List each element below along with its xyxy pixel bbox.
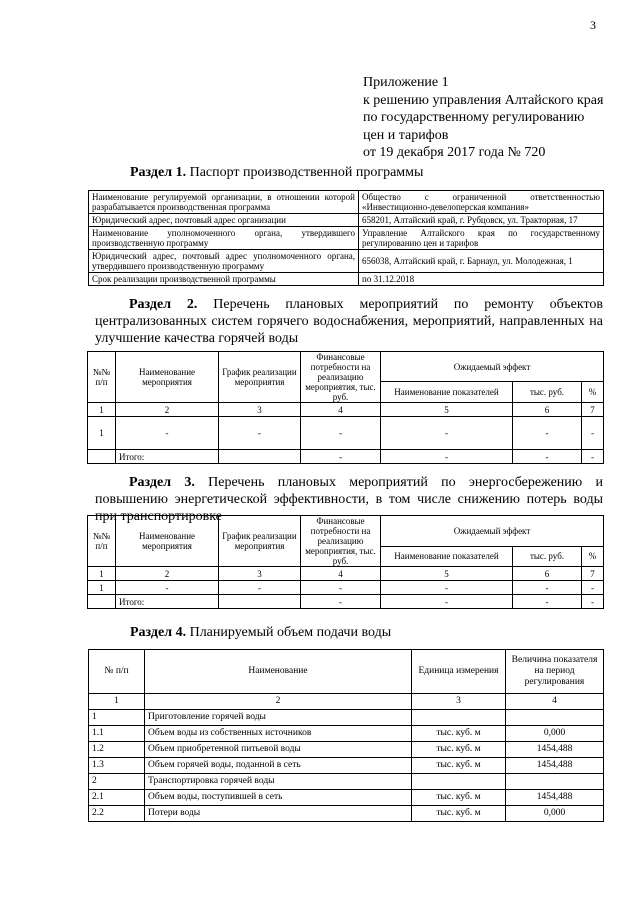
row-name: Потери воды xyxy=(145,806,412,822)
column-number-row xyxy=(88,567,604,581)
passport-value: 656038, Алтайский край, г. Барнаул, ул. Молодежная, 1 xyxy=(359,250,604,273)
table-cell xyxy=(88,595,116,609)
row-name: Объем горячей воды, поданной в сеть xyxy=(145,758,412,774)
energy-measures-table xyxy=(87,515,604,609)
row-name: Приготовление горячей воды xyxy=(145,710,412,726)
section4-title: Планируемый объем подачи воды xyxy=(186,625,392,640)
col-number: 3 xyxy=(219,403,301,417)
table-cell: - xyxy=(301,595,381,609)
table-row xyxy=(88,581,604,595)
total-row xyxy=(88,450,604,464)
row-name: Транспортировка горячей воды xyxy=(145,774,412,790)
col-number: 4 xyxy=(506,694,604,710)
col-header-percent: % xyxy=(582,382,604,403)
col-header-name: Наименование xyxy=(145,650,412,694)
appendix-line: от 19 декабря 2017 года № 720 xyxy=(363,145,546,160)
row-name: Объем воды, поступившей в сеть xyxy=(145,790,412,806)
table-row xyxy=(88,417,604,450)
section1-heading xyxy=(130,164,423,181)
col-header-value: Величина показателя на период регулирования xyxy=(506,650,604,694)
col-header-unit: Единица измерения xyxy=(412,650,506,694)
table-row xyxy=(89,726,604,742)
total-label: Итого: xyxy=(116,450,219,464)
appendix-line: Приложение 1 xyxy=(363,75,449,90)
section2-heading xyxy=(95,296,603,347)
water-volume-table xyxy=(88,649,604,822)
passport-value: Общество с ограниченной ответственностью «Инвестиционно-девелоперская компания» xyxy=(359,191,604,214)
col-number: 7 xyxy=(582,403,604,417)
appendix-line: цен и тарифов xyxy=(363,127,449,143)
col-header-effect: Ожидаемый эффект xyxy=(381,516,604,547)
section3-prefix: Раздел 3. xyxy=(129,475,195,490)
table-cell: - xyxy=(381,581,513,595)
table-row xyxy=(89,227,604,250)
row-unit: тыс. куб. м xyxy=(412,790,506,806)
table-cell xyxy=(219,450,301,464)
row-num: 2 xyxy=(89,774,145,790)
row-value xyxy=(506,710,604,726)
col-header-thousand: тыс. руб. xyxy=(513,546,582,566)
col-number: 6 xyxy=(513,403,582,417)
section2-prefix: Раздел 2. xyxy=(129,297,198,312)
col-number: 6 xyxy=(513,567,582,581)
row-unit: тыс. куб. м xyxy=(412,726,506,742)
appendix-line: к решению управления Алтайского края xyxy=(363,92,604,108)
table-row xyxy=(89,806,604,822)
col-number: 1 xyxy=(88,567,116,581)
row-unit: тыс. куб. м xyxy=(412,758,506,774)
col-header-indicator: Наименование показателей xyxy=(381,382,513,403)
row-unit: тыс. куб. м xyxy=(412,806,506,822)
section3-title: Перечень плановых мероприятий по энергосбережению и повышению энергетической эффективности, в том числе снижению потерь воды при транспортировке xyxy=(95,475,603,524)
col-header-effect: Ожидаемый эффект xyxy=(381,352,604,382)
table-cell: - xyxy=(381,450,513,464)
row-value xyxy=(506,774,604,790)
col-number: 1 xyxy=(89,694,145,710)
page-number: 3 xyxy=(590,18,596,32)
row-name: Объем воды из собственных источников xyxy=(145,726,412,742)
col-number: 2 xyxy=(145,694,412,710)
table-cell: 1 xyxy=(88,581,116,595)
row-num: 1.3 xyxy=(89,758,145,774)
passport-value: по 31.12.2018 xyxy=(359,273,604,286)
col-header-num: №№ п/п xyxy=(88,516,116,567)
table-row xyxy=(89,273,604,286)
col-number: 7 xyxy=(582,567,604,581)
row-value: 0,000 xyxy=(506,806,604,822)
table-cell: - xyxy=(301,581,381,595)
col-header-schedule: График реализации мероприятия xyxy=(219,352,301,403)
table-cell xyxy=(88,450,116,464)
passport-table xyxy=(88,190,604,286)
row-num: 1.2 xyxy=(89,742,145,758)
col-header-finance: Финансовые потребности на реализацию мероприятия, тыс. руб. xyxy=(301,352,381,403)
row-value: 1454,488 xyxy=(506,790,604,806)
table-cell: - xyxy=(513,581,582,595)
row-num: 2.2 xyxy=(89,806,145,822)
col-header-name: Наименование мероприятия xyxy=(116,516,219,567)
table-row xyxy=(89,214,604,227)
row-value: 1454,488 xyxy=(506,742,604,758)
col-header-num: № п/п xyxy=(89,650,145,694)
table-cell: - xyxy=(219,417,301,450)
table-cell: - xyxy=(116,417,219,450)
table-cell: - xyxy=(301,417,381,450)
col-header-finance: Финансовые потребности на реализацию мероприятия, тыс. руб. xyxy=(301,516,381,567)
appendix-line: по государственному регулированию xyxy=(363,110,585,125)
table-cell: - xyxy=(582,581,604,595)
table-cell: - xyxy=(381,595,513,609)
table-row xyxy=(89,710,604,726)
total-row xyxy=(88,595,604,609)
section1-prefix: Раздел 1. xyxy=(130,165,187,180)
row-name: Объем приобретенной питьевой воды xyxy=(145,742,412,758)
table-cell: - xyxy=(116,581,219,595)
table-row xyxy=(89,774,604,790)
column-number-row xyxy=(89,694,604,710)
table-cell: - xyxy=(513,417,582,450)
section1-title: Паспорт производственной программы xyxy=(186,165,424,180)
row-num: 2.1 xyxy=(89,790,145,806)
row-num: 1.1 xyxy=(89,726,145,742)
table-cell: - xyxy=(582,417,604,450)
passport-value: Управление Алтайского края по государственному регулированию цен и тарифов xyxy=(359,227,604,250)
row-value: 0,000 xyxy=(506,726,604,742)
row-num: 1 xyxy=(89,710,145,726)
col-header-schedule: График реализации мероприятия xyxy=(219,516,301,567)
table-row xyxy=(89,250,604,273)
section4-heading xyxy=(130,624,391,641)
row-unit xyxy=(412,710,506,726)
row-unit: тыс. куб. м xyxy=(412,742,506,758)
table-cell xyxy=(219,595,301,609)
table-row xyxy=(89,758,604,774)
passport-value: 658201, Алтайский край, г. Рубцовск, ул. Тракторная, 17 xyxy=(359,214,604,227)
passport-label: Наименование уполномоченного органа, утвердившего производственную программу xyxy=(89,227,359,250)
table-cell: - xyxy=(513,450,582,464)
passport-label: Срок реализации производственной программы xyxy=(89,273,359,286)
repair-measures-table xyxy=(87,351,604,464)
table-cell: - xyxy=(219,581,301,595)
col-number: 5 xyxy=(381,567,513,581)
row-value: 1454,488 xyxy=(506,758,604,774)
row-unit xyxy=(412,774,506,790)
col-header-num: №№ п/п xyxy=(88,352,116,403)
col-number: 4 xyxy=(301,403,381,417)
col-number: 5 xyxy=(381,403,513,417)
table-row xyxy=(89,191,604,214)
col-number: 2 xyxy=(116,567,219,581)
col-header-percent: % xyxy=(582,546,604,566)
total-label: Итого: xyxy=(116,595,219,609)
passport-label: Юридический адрес, почтовый адрес организации xyxy=(89,214,359,227)
col-header-indicator: Наименование показателей xyxy=(381,546,513,566)
table-cell: - xyxy=(582,450,604,464)
table-cell: - xyxy=(582,595,604,609)
col-number: 3 xyxy=(219,567,301,581)
passport-label: Юридический адрес, почтовый адрес уполномоченного органа, утвердившего производственную программу xyxy=(89,250,359,273)
column-number-row xyxy=(88,403,604,417)
col-number: 1 xyxy=(88,403,116,417)
table-cell: - xyxy=(301,450,381,464)
col-header-name: Наименование мероприятия xyxy=(116,352,219,403)
section4-prefix: Раздел 4. xyxy=(130,625,187,640)
col-number: 2 xyxy=(116,403,219,417)
table-cell: - xyxy=(381,417,513,450)
col-header-thousand: тыс. руб. xyxy=(513,382,582,403)
section2-title: Перечень плановых мероприятий по ремонту объектов централизованных систем горячего водоснабжения, мероприятий, направленных на улучшение качества горячей воды xyxy=(95,297,603,346)
table-row xyxy=(89,742,604,758)
col-number: 3 xyxy=(412,694,506,710)
col-number: 4 xyxy=(301,567,381,581)
table-row xyxy=(89,790,604,806)
passport-label: Наименование регулируемой организации, в отношении которой разрабатывается производственная программа xyxy=(89,191,359,214)
table-cell: - xyxy=(513,595,582,609)
appendix-header xyxy=(363,74,603,162)
table-cell: 1 xyxy=(88,417,116,450)
